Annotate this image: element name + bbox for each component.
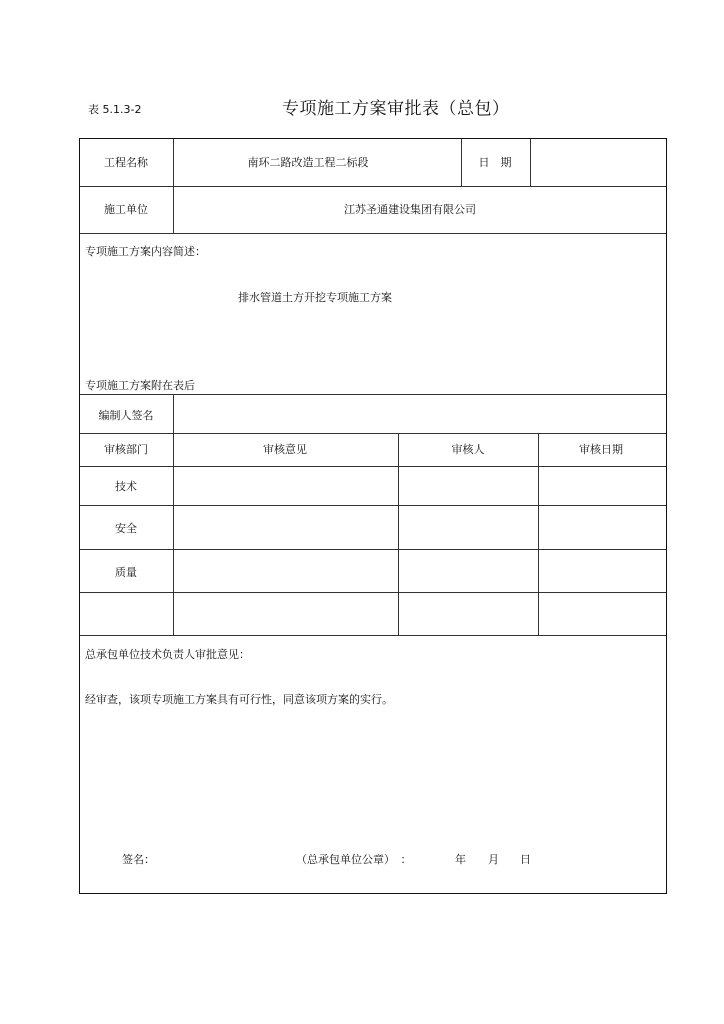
contractor-value: 江苏圣通建设集团有限公司 — [344, 203, 476, 216]
row-divider — [80, 549, 666, 550]
approval-month-label: 月 — [488, 853, 499, 866]
review-dept-safety: 安全 — [115, 522, 137, 535]
row-divider — [80, 635, 666, 636]
review-header-department: 审核部门 — [104, 443, 148, 456]
row-divider — [80, 592, 666, 593]
column-divider — [173, 394, 174, 635]
review-header-opinion: 审核意见 — [263, 443, 307, 456]
column-divider — [530, 139, 531, 186]
column-divider — [538, 433, 539, 635]
column-divider — [173, 139, 174, 233]
project-name-value: 南环二路改造工程二标段 — [247, 156, 369, 169]
column-divider — [398, 433, 399, 635]
row-divider — [80, 394, 666, 395]
date-label: 日 期 — [478, 156, 512, 169]
approval-label: 总承包单位技术负责人审批意见： — [85, 648, 250, 661]
review-header-date: 审核日期 — [579, 443, 623, 456]
row-divider — [80, 433, 666, 434]
approval-day-label: 日 — [520, 853, 531, 866]
attachment-note: 专项施工方案附在表后 — [85, 379, 195, 392]
summary-content: 排水管道土方开挖专项施工方案 — [238, 291, 392, 304]
row-divider — [80, 233, 666, 234]
form-number: 表 5.1.3-2 — [88, 103, 142, 116]
signature-label: 签名： — [122, 853, 155, 866]
approval-form-table — [79, 138, 667, 894]
row-divider — [80, 505, 666, 506]
summary-label: 专项施工方案内容简述： — [85, 245, 206, 258]
project-name-label: 工程名称 — [104, 156, 148, 169]
approval-year-label: 年 — [455, 853, 466, 866]
form-title: 专项施工方案审批表（总包） — [282, 99, 510, 119]
approval-content: 经审查，该项专项施工方案具有可行性，同意该项方案的实行。 — [85, 693, 393, 706]
row-divider — [80, 186, 666, 187]
review-header-reviewer: 审核人 — [451, 443, 485, 456]
review-dept-technical: 技术 — [115, 480, 137, 493]
preparer-label: 编制人签名 — [98, 409, 154, 422]
company-seal-label: （总承包单位公章） ： — [296, 853, 412, 866]
row-divider — [80, 466, 666, 467]
review-dept-quality: 质量 — [115, 566, 137, 579]
column-divider — [461, 139, 462, 186]
contractor-label: 施工单位 — [104, 203, 148, 216]
